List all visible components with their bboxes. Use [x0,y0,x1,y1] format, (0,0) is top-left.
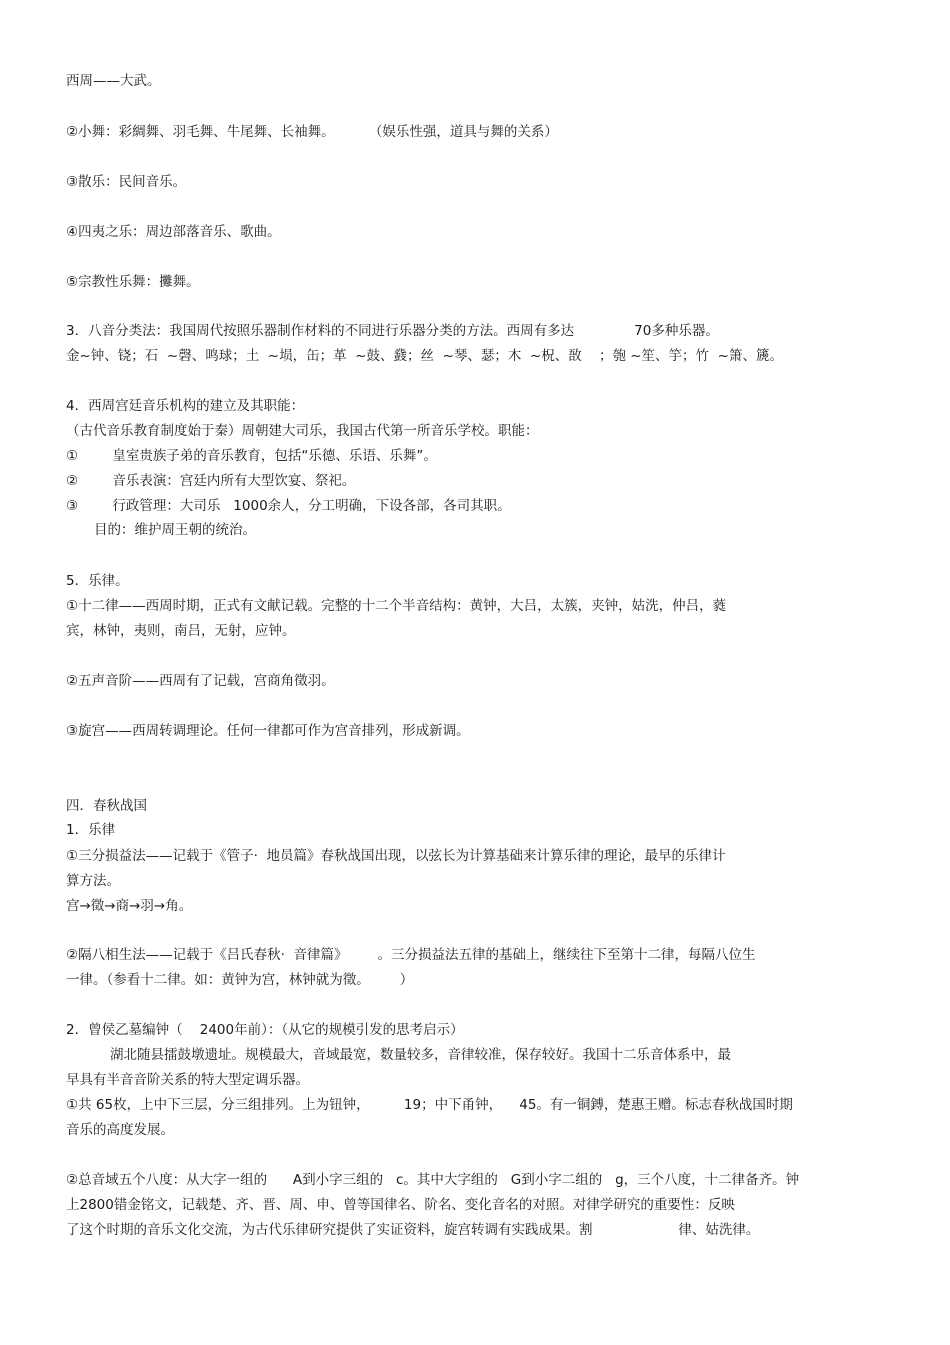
text-line: 一律。（参看十二律。如：黄钟为宫，林钟就为徵。 ） [66,972,414,988]
text-line: 了这个时期的音乐文化交流，为古代乐律研究提供了实证资料，旋宫转调有实践成果。割 律、姑洗律。 [66,1222,760,1238]
text-line: ①十二律——西周时期，正式有文献记载。完整的十二个半音结构：黄钟，大吕，太簇，夹钟，姑洗，仲吕，蕤 [66,598,727,614]
text-line: ②隔八相生法——记载于《吕氏春秋· 音律篇》 。三分损益法五律的基础上，继续往下至第十二律，每隔八位生 [66,947,756,963]
text-line: ① 皇室贵族子弟的音乐教育，包括“乐德、乐语、乐舞”。 [66,448,437,464]
text-line: ②五声音阶——西周有了记载，宫商角徵羽。 [66,673,335,689]
text-line: 西周——大武。 [66,73,161,89]
section-heading: 2．曾侯乙墓编钟（ 2400年前）：（从它的规模引发的思考启示） [66,1022,464,1038]
text-line: （古代音乐教育制度始于秦）周朝建大司乐，我国古代第一所音乐学校。职能： [66,423,539,439]
text-line: ③ 行政管理：大司乐 1000余人，分工明确，下设各部，各司其职。 [66,498,511,514]
text-line: 金~钟、铙；石 ~磬、鸣球；土 ~埙，缶；革 ~鼓、鼗；丝 ~琴、瑟；木 ~柷、敔 ；匏 ~笙、竽；竹 ~箫、篪。 [66,348,783,364]
section-heading: 5．乐律。 [66,573,129,589]
text-line: ③旋宫——西周转调理论。任何一律都可作为宫音排列，形成新调。 [66,723,470,739]
text-line: ②小舞：彩綢舞、羽毛舞、牛尾舞、长袖舞。 （娱乐性强，道具与舞的关系） [66,124,558,140]
text-line: 宾，林钟，夷则，南吕，无射，应钟。 [66,623,296,639]
text-line: 算方法。 [66,873,120,889]
text-line: ②总音域五个八度：从大字一组的 A到小字三组的 c。其中大字组的 G到小字二组的 g，三个八度，十二律备齐。钟 [66,1172,800,1188]
text-line: 上2800错金铭文，记载楚、齐、晋、周、申、曾等国律名、阶名、变化音名的对照。对律学研究的重要性：反映 [66,1197,735,1213]
text-line: ③散乐：民间音乐。 [66,174,187,190]
text-line: 早具有半音音阶关系的特大型定调乐器。 [66,1072,309,1088]
text-line: ⑤宗教性乐舞：攤舞。 [66,274,200,290]
text-line: 湖北随县擂鼓墩遗址。规模最大，音域最宽，数量较多，音律较准，保存较好。我国十二乐音体系中，最 [110,1047,731,1063]
section-heading: 四．春秋战国 [66,798,147,814]
text-line: ①共 65枚，上中下三层，分三组排列。上为钮钟， 19；中下甬钟， 45。有一铜鎛，楚惠王赠。标志春秋战国时期 [66,1097,793,1113]
text-line: 音乐的高度发展。 [66,1122,174,1138]
section-heading: 4．西周宫廷音乐机构的建立及其职能： [66,398,305,414]
text-line: 3．八音分类法：我国周代按照乐器制作材料的不同进行乐器分类的方法。西周有多达 70多种乐器。 [66,323,719,339]
text-line: ④四夷之乐：周边部落音乐、歌曲。 [66,224,281,240]
text-line: 宫→徵→商→羽→角。 [66,898,193,914]
section-heading: 1．乐律 [66,822,116,838]
text-line: ①三分损益法——记载于《管子· 地员篇》春秋战国出现，以弦长为计算基础来计算乐律的理论，最早的乐律计 [66,848,726,864]
text-line: 目的：维护周王朝的统治。 [94,522,256,538]
text-line: ② 音乐表演：宫廷内所有大型饮宴、祭祀。 [66,473,356,489]
